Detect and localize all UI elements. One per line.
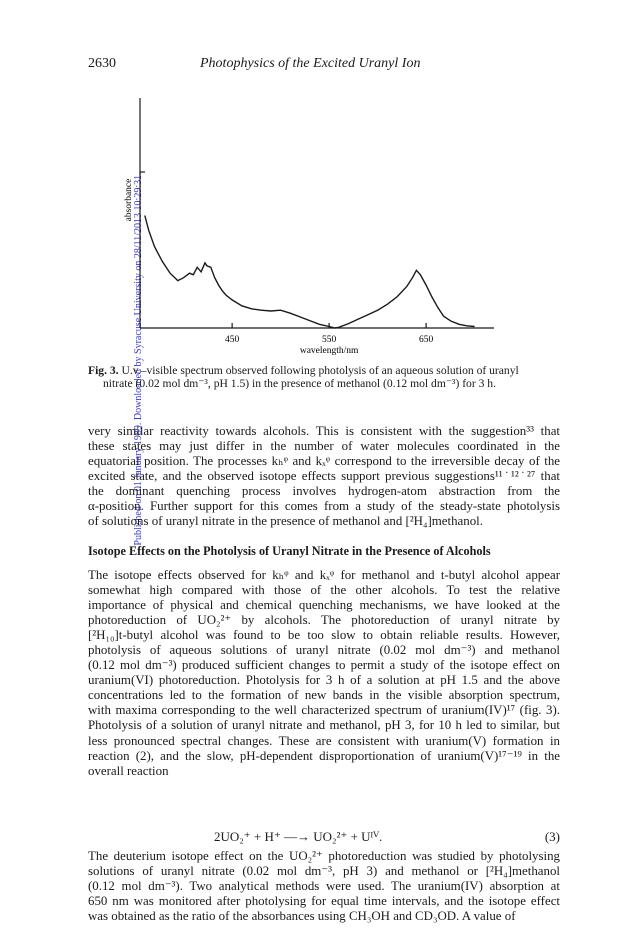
text-line: (0.12 mol dm⁻³) produced sufficient changes to permit a study of the isotope effect on [88,658,560,673]
text-line: 650 nm was monitored after photolysing for equal time intervals, and the isotope effect [88,894,560,909]
text-line: less pronounced spectral changes. These are consistent with uranium(V) formation in [88,733,560,748]
caption-line-1: U.v.–visible spectrum observed following photolysis of an aqueous solution of uranyl [121,364,519,377]
x-tick-label: 550 [321,335,337,345]
section-heading: Isotope Effects on the Photolysis of Uranyl Nitrate in the Presence of Alcohols [88,544,491,558]
equation-text: 2UO₂⁺ + H⁺ —→ UO₂²⁺ + Uᴵⱽ. [214,829,383,844]
text-line: these states may just differ in the number of water molecules coordinated in the [88,439,560,454]
text-line: Photolysis of a solution of uranyl nitrate and methanol, pH 3, for 10 h led to similar, but [88,718,560,733]
text-line: photoreduction of UO₂²⁺ by alcohols. The photoreduction of uranyl nitrate by [88,613,560,628]
spectrum-line [145,216,475,329]
text-line: somewhat high compared with those of the other alcohols. To test the relative [88,583,560,598]
text-line: equatorial position. The processes kₕᵠ and kₓᵠ correspond to the irreversible decay of the [88,454,560,469]
paragraph-2 [88,568,560,779]
text-line: α-position. Further support for this comes from a study of the steady-state photolysis [88,499,560,514]
text-line: uranium(VI) photoreduction. Photolysis for 3 h of a solution at pH 1.5 and the above [88,673,560,688]
text-line: overall reaction [88,763,169,778]
absorption-spectrum-chart [120,90,500,360]
y-axis-label: absorbance [124,178,134,222]
x-tick-label: 450 [225,335,240,345]
text-line: very similar reactivity towards alcohols. This is consistent with the suggestion³³ that [88,424,560,438]
equation-3 [214,829,560,845]
download-watermark: Published on 01 January 1989. Downloaded by Syracuse University on 28/11/2013 10:29:31. [133,172,144,546]
text-line: concentrations led to the formation of new bands in the visible absorption spectrum, [88,688,560,703]
figure-caption [88,364,566,390]
figure-label: Fig. 3. [88,364,119,377]
paragraph-3 [88,849,560,924]
text-line: with maxima corresponding to the well characterized spectrum of uranium(IV)¹⁷ (fig. 3). [88,703,560,718]
text-line: of solutions of uranyl nitrate in the presence of methanol and [²H₄]methanol. [88,514,483,529]
page-number: 2630 [88,56,116,71]
x-tick-label: 650 [418,335,434,345]
x-tick-labels [225,335,433,345]
text-line: importance of physical and chemical quenching mechanisms, we have looked at the [88,598,560,613]
chart-axes [140,98,494,328]
text-line: (0.12 mol dm⁻³). Two analytical methods were used. The uranium(IV) absorption at [88,879,560,894]
text-line: was obtained as the ratio of the absorbances using CH₃OH and CD₃OD. A value of [88,909,516,924]
caption-line-2: nitrate (0.02 mol dm⁻³, pH 1.5) in the presence of methanol (0.12 mol dm⁻³) for 3 h. [103,377,497,390]
x-axis-label: wavelength/nm [299,346,359,356]
text-line: The deuterium isotope effect on the UO₂²⁺ photoreduction was studied by photolysing [88,849,560,863]
text-line: reaction (2), and the slow, pH-dependent disproportionation of uranium(V)¹⁷⁻¹⁹ in the [88,748,560,763]
text-line: solutions of uranyl nitrate (0.02 mol dm⁻³, pH 3) and methanol or [²H₄]methanol [88,864,560,879]
text-line: The isotope effects observed for kₕᵠ and kₓᵠ for methanol and t-butyl alcohol appear [88,568,560,582]
text-line: the dominant quenching process involves hydrogen-atom abstraction from the [88,484,560,499]
equation-number: (3) [544,829,560,844]
running-title: Photophysics of the Excited Uranyl Ion [200,56,421,71]
text-line: [²H₁₀]t-butyl alcohol was found to be too slow to obtain reliable results. However, [88,628,560,643]
paragraph-1 [88,424,560,529]
text-line: photolysis of aqueous solutions of uranyl nitrate (0.02 mol dm⁻³) and methanol [88,643,560,658]
text-line: excited state, and the observed isotope effects support previous suggestions¹¹˙¹²˙²⁷ that [88,469,560,484]
